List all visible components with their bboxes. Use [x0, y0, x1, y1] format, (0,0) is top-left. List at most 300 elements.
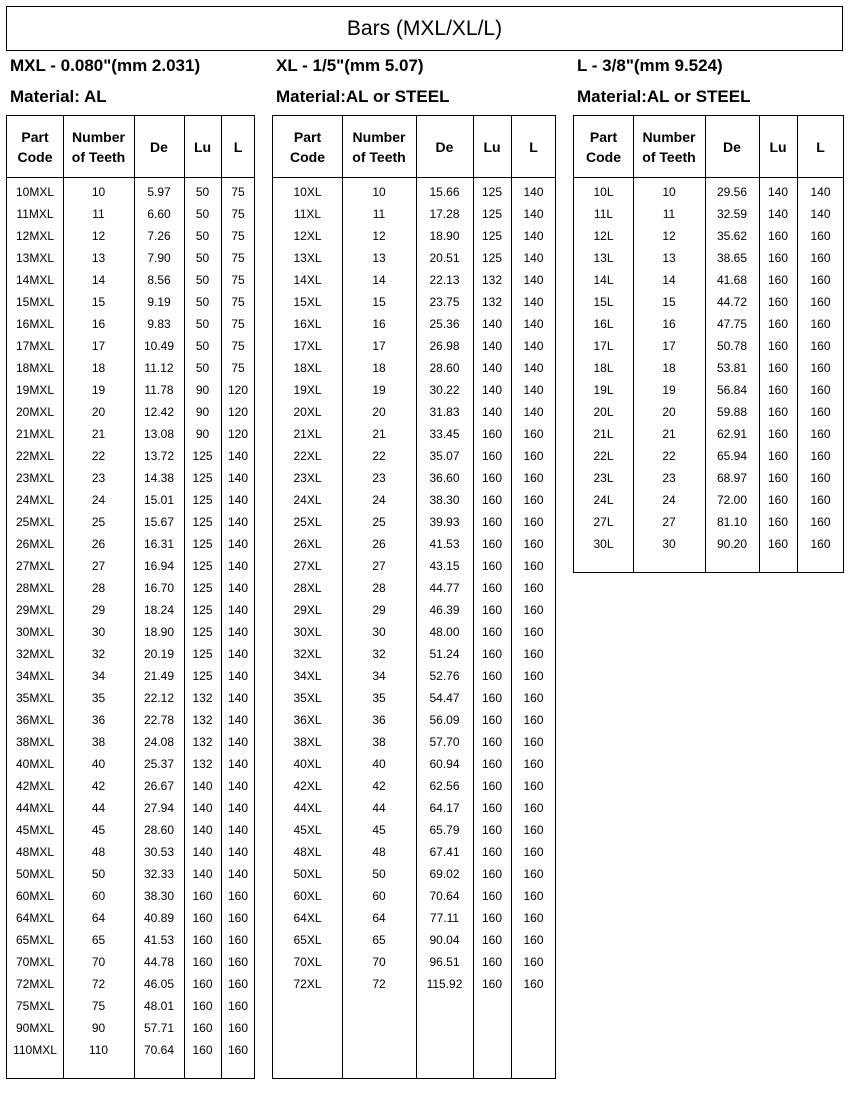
cell-de: 14.38 — [143, 471, 175, 485]
cell-de: 48.00 — [429, 625, 460, 639]
cell-number-of-teeth: 75 — [91, 999, 106, 1013]
cell-number-of-teeth: 64 — [91, 911, 106, 925]
cell-number-of-teeth: 65 — [372, 933, 386, 947]
cell-l: 140 — [227, 867, 249, 881]
cell-number-of-teeth: 14 — [372, 273, 386, 287]
cell-lu: 140 — [481, 361, 503, 375]
table-row — [273, 599, 555, 621]
table-row — [273, 885, 555, 907]
table-row — [574, 181, 843, 203]
table-row — [273, 841, 555, 863]
cell-lu: 140 — [192, 845, 213, 859]
cell-lu: 125 — [481, 207, 503, 221]
cell-part-code: 20XL — [293, 405, 322, 419]
cell-l: 160 — [523, 889, 544, 903]
column-header-number-of-teeth: Number of Teeth — [352, 128, 406, 165]
cell-l: 140 — [227, 801, 249, 815]
cell-l: 160 — [810, 515, 831, 529]
cell-lu: 125 — [481, 229, 503, 243]
cell-lu: 160 — [767, 449, 789, 463]
cell-part-code: 32XL — [293, 647, 322, 661]
column-header-number-of-teeth: Number of Teeth — [71, 128, 126, 165]
cell-number-of-teeth: 35 — [91, 691, 106, 705]
cell-de: 64.17 — [429, 801, 460, 815]
cell-part-code: 18XL — [293, 361, 322, 375]
cell-de: 7.26 — [147, 229, 171, 243]
table-row — [7, 665, 254, 687]
cell-part-code: 15L — [593, 295, 614, 309]
table-row — [273, 313, 555, 335]
cell-l: 120 — [227, 405, 249, 419]
cell-number-of-teeth: 13 — [662, 251, 676, 265]
cell-part-code: 72MXL — [15, 977, 55, 991]
table-row — [273, 951, 555, 973]
cell-l: 160 — [810, 427, 831, 441]
cell-part-code: 21L — [593, 427, 614, 441]
table-row — [7, 269, 254, 291]
cell-de: 68.97 — [716, 471, 748, 485]
cell-l: 140 — [523, 361, 544, 375]
cell-l: 140 — [227, 559, 249, 573]
cell-number-of-teeth: 15 — [91, 295, 106, 309]
cell-number-of-teeth: 70 — [91, 955, 106, 969]
cell-de: 44.77 — [429, 581, 460, 595]
cell-number-of-teeth: 30 — [91, 625, 106, 639]
column-header-part-code: Part Code — [17, 128, 53, 165]
cell-part-code: 50XL — [293, 867, 322, 881]
cell-lu: 50 — [195, 273, 210, 287]
cell-de: 90.20 — [716, 537, 748, 551]
cell-lu: 50 — [195, 295, 210, 309]
cell-number-of-teeth: 24 — [372, 493, 386, 507]
table-row — [7, 335, 254, 357]
cell-number-of-teeth: 48 — [372, 845, 386, 859]
cell-number-of-teeth: 45 — [91, 823, 106, 837]
cell-lu: 125 — [192, 559, 213, 573]
cell-part-code: 27MXL — [15, 559, 55, 573]
cell-l: 140 — [523, 251, 544, 265]
cell-number-of-teeth: 18 — [91, 361, 106, 375]
table-row — [574, 357, 843, 379]
cell-number-of-teeth: 13 — [372, 251, 386, 265]
table-row — [574, 203, 843, 225]
table-row — [574, 533, 843, 555]
cell-l: 160 — [523, 581, 544, 595]
cell-part-code: 17XL — [293, 339, 322, 353]
column-header-lu: Lu — [483, 138, 501, 155]
table-row — [7, 995, 254, 1017]
column-header-l: L — [529, 138, 538, 155]
cell-number-of-teeth: 35 — [372, 691, 386, 705]
cell-number-of-teeth: 26 — [91, 537, 106, 551]
cell-de: 57.70 — [429, 735, 460, 749]
cell-l: 160 — [523, 713, 544, 727]
cell-de: 52.76 — [429, 669, 460, 683]
cell-number-of-teeth: 11 — [372, 207, 386, 221]
cell-l: 160 — [810, 361, 831, 375]
cell-number-of-teeth: 21 — [372, 427, 386, 441]
table-row — [7, 225, 254, 247]
cell-number-of-teeth: 13 — [91, 251, 106, 265]
cell-de: 65.94 — [716, 449, 748, 463]
cell-part-code: 11L — [593, 207, 614, 221]
cell-number-of-teeth: 26 — [372, 537, 386, 551]
cell-l: 160 — [810, 537, 831, 551]
cell-de: 26.98 — [429, 339, 460, 353]
cell-part-code: 75MXL — [15, 999, 55, 1013]
cell-number-of-teeth: 34 — [91, 669, 106, 683]
cell-de: 69.02 — [429, 867, 460, 881]
table-row — [574, 225, 843, 247]
cell-number-of-teeth: 72 — [372, 977, 386, 991]
cell-number-of-teeth: 32 — [372, 647, 386, 661]
table-row — [273, 203, 555, 225]
cell-number-of-teeth: 27 — [662, 515, 676, 529]
cell-lu: 50 — [195, 251, 210, 265]
cell-l: 160 — [523, 669, 544, 683]
cell-l: 140 — [523, 207, 544, 221]
table-row — [7, 577, 254, 599]
table-row — [7, 1017, 254, 1039]
table-row — [273, 533, 555, 555]
cell-number-of-teeth: 22 — [91, 449, 106, 463]
cell-l: 75 — [231, 317, 245, 331]
table-row — [574, 511, 843, 533]
cell-part-code: 13L — [593, 251, 614, 265]
cell-de: 23.75 — [429, 295, 460, 309]
cell-number-of-teeth: 21 — [662, 427, 676, 441]
table-row — [574, 335, 843, 357]
cell-lu: 160 — [767, 537, 789, 551]
cell-number-of-teeth: 10 — [662, 185, 676, 199]
table-row — [273, 731, 555, 753]
cell-part-code: 23MXL — [15, 471, 55, 485]
cell-l: 160 — [523, 625, 544, 639]
cell-de: 46.05 — [143, 977, 175, 991]
cell-de: 8.56 — [147, 273, 171, 287]
cell-lu: 160 — [192, 933, 213, 947]
cell-part-code: 14L — [593, 273, 614, 287]
table-row — [7, 489, 254, 511]
cell-l: 160 — [523, 955, 544, 969]
cell-part-code: 23L — [593, 471, 614, 485]
cell-l: 160 — [523, 427, 544, 441]
cell-part-code: 65MXL — [15, 933, 55, 947]
cell-number-of-teeth: 17 — [372, 339, 386, 353]
table-row — [574, 269, 843, 291]
cell-part-code: 12MXL — [15, 229, 55, 243]
cell-de: 35.62 — [716, 229, 748, 243]
table-row — [273, 225, 555, 247]
cell-de: 28.60 — [429, 361, 460, 375]
cell-de: 65.79 — [429, 823, 460, 837]
cell-de: 5.97 — [147, 185, 171, 199]
cell-lu: 50 — [195, 207, 210, 221]
cell-number-of-teeth: 25 — [91, 515, 106, 529]
cell-lu: 125 — [192, 471, 213, 485]
cell-l: 160 — [227, 933, 249, 947]
table-row — [273, 423, 555, 445]
cell-l: 160 — [227, 889, 249, 903]
cell-lu: 160 — [481, 559, 503, 573]
cell-l: 160 — [227, 911, 249, 925]
table-row — [273, 863, 555, 885]
cell-lu: 160 — [767, 251, 789, 265]
cell-part-code: 70MXL — [15, 955, 55, 969]
cell-lu: 160 — [481, 515, 503, 529]
table-row — [7, 1039, 254, 1061]
cell-part-code: 23XL — [293, 471, 322, 485]
cell-l: 120 — [227, 383, 249, 397]
cell-de: 50.78 — [716, 339, 748, 353]
cell-de: 67.41 — [429, 845, 460, 859]
cell-de: 15.67 — [143, 515, 175, 529]
cell-de: 26.67 — [143, 779, 175, 793]
table-row — [7, 401, 254, 423]
cell-l: 160 — [523, 845, 544, 859]
cell-part-code: 11XL — [293, 207, 322, 221]
cell-de: 13.08 — [143, 427, 175, 441]
cell-number-of-teeth: 27 — [372, 559, 386, 573]
cell-lu: 160 — [481, 647, 503, 661]
cell-lu: 140 — [767, 207, 789, 221]
cell-de: 81.10 — [716, 515, 748, 529]
cell-lu: 140 — [481, 339, 503, 353]
column-header-l: L — [816, 138, 825, 155]
cell-de: 36.60 — [429, 471, 460, 485]
table-row — [273, 511, 555, 533]
cell-de: 57.71 — [143, 1021, 175, 1035]
cell-de: 51.24 — [429, 647, 460, 661]
cell-number-of-teeth: 72 — [91, 977, 106, 991]
cell-lu: 160 — [481, 713, 503, 727]
material-label-xl: Material:AL or STEEL — [276, 87, 450, 106]
cell-number-of-teeth: 19 — [372, 383, 386, 397]
cell-number-of-teeth: 24 — [91, 493, 106, 507]
cell-de: 16.31 — [143, 537, 175, 551]
cell-part-code: 12XL — [293, 229, 322, 243]
column-header-de: De — [150, 138, 168, 155]
cell-l: 140 — [810, 185, 831, 199]
cell-part-code: 27XL — [293, 559, 322, 573]
cell-part-code: 28XL — [293, 581, 322, 595]
cell-l: 160 — [523, 537, 544, 551]
cell-lu: 160 — [481, 537, 503, 551]
cell-l: 160 — [227, 999, 249, 1013]
table-row — [273, 753, 555, 775]
cell-de: 32.59 — [716, 207, 748, 221]
cell-lu: 160 — [481, 493, 503, 507]
cell-de: 6.60 — [147, 207, 171, 221]
column-header-de: De — [723, 138, 741, 155]
cell-de: 25.37 — [143, 757, 175, 771]
cell-part-code: 48MXL — [15, 845, 55, 859]
cell-number-of-teeth: 29 — [372, 603, 386, 617]
table-row — [7, 973, 254, 995]
table-row — [7, 511, 254, 533]
cell-de: 44.72 — [716, 295, 748, 309]
table-row — [7, 643, 254, 665]
table-row — [7, 379, 254, 401]
cell-lu: 160 — [192, 1021, 213, 1035]
cell-number-of-teeth: 40 — [91, 757, 106, 771]
cell-number-of-teeth: 70 — [372, 955, 386, 969]
table-row — [273, 335, 555, 357]
cell-part-code: 50MXL — [15, 867, 55, 881]
table-row — [273, 665, 555, 687]
table-row — [7, 863, 254, 885]
cell-de: 40.89 — [143, 911, 175, 925]
cell-de: 38.65 — [716, 251, 748, 265]
cell-number-of-teeth: 44 — [372, 801, 386, 815]
cell-l: 160 — [523, 691, 544, 705]
cell-lu: 140 — [481, 317, 503, 331]
cell-de: 18.24 — [143, 603, 175, 617]
cell-part-code: 11MXL — [16, 207, 54, 221]
cell-l: 160 — [523, 933, 544, 947]
table-row — [7, 599, 254, 621]
table-row — [7, 291, 254, 313]
cell-lu: 160 — [767, 493, 789, 507]
cell-number-of-teeth: 45 — [372, 823, 386, 837]
cell-l: 160 — [810, 317, 831, 331]
cell-l: 140 — [810, 207, 831, 221]
cell-de: 24.08 — [143, 735, 175, 749]
table-row — [273, 577, 555, 599]
cell-de: 46.39 — [429, 603, 460, 617]
cell-de: 70.64 — [429, 889, 460, 903]
cell-part-code: 25MXL — [15, 515, 55, 529]
cell-de: 59.88 — [716, 405, 748, 419]
table-row — [7, 687, 254, 709]
table-row — [273, 291, 555, 313]
cell-l: 140 — [227, 845, 249, 859]
cell-number-of-teeth: 30 — [372, 625, 386, 639]
cell-part-code: 10L — [593, 185, 614, 199]
cell-lu: 132 — [481, 295, 503, 309]
cell-part-code: 26XL — [293, 537, 322, 551]
cell-de: 25.36 — [429, 317, 460, 331]
cell-lu: 140 — [767, 185, 789, 199]
cell-lu: 140 — [192, 801, 213, 815]
table-row — [273, 643, 555, 665]
cell-part-code: 44MXL — [15, 801, 55, 815]
cell-part-code: 30L — [593, 537, 614, 551]
cell-de: 53.81 — [716, 361, 748, 375]
cell-part-code: 18MXL — [15, 361, 55, 375]
cell-number-of-teeth: 30 — [662, 537, 676, 551]
cell-part-code: 17L — [593, 339, 614, 353]
cell-de: 44.78 — [143, 955, 175, 969]
cell-part-code: 38XL — [293, 735, 322, 749]
table-row — [273, 467, 555, 489]
cell-lu: 160 — [192, 889, 213, 903]
cell-number-of-teeth: 42 — [91, 779, 106, 793]
cell-number-of-teeth: 20 — [372, 405, 386, 419]
cell-part-code: 14MXL — [15, 273, 55, 287]
cell-number-of-teeth: 20 — [91, 405, 106, 419]
cell-part-code: 13MXL — [15, 251, 55, 265]
cell-lu: 90 — [195, 405, 210, 419]
cell-lu: 160 — [192, 1043, 213, 1057]
cell-l: 140 — [227, 493, 249, 507]
section-heading-mxl: MXL - 0.080"(mm 2.031) — [10, 56, 201, 75]
cell-de: 115.92 — [426, 977, 463, 991]
cell-lu: 125 — [481, 251, 503, 265]
table-row — [273, 929, 555, 951]
cell-number-of-teeth: 11 — [92, 207, 105, 221]
cell-l: 140 — [523, 339, 544, 353]
cell-number-of-teeth: 60 — [91, 889, 106, 903]
cell-l: 160 — [523, 647, 544, 661]
cell-lu: 125 — [192, 581, 213, 595]
cell-l: 160 — [523, 823, 544, 837]
cell-l: 160 — [810, 339, 831, 353]
cell-de: 39.93 — [429, 515, 460, 529]
cell-lu: 140 — [481, 405, 503, 419]
cell-number-of-teeth: 38 — [91, 735, 106, 749]
cell-lu: 125 — [192, 515, 213, 529]
cell-de: 54.47 — [429, 691, 460, 705]
cell-number-of-teeth: 40 — [372, 757, 386, 771]
cell-number-of-teeth: 50 — [91, 867, 106, 881]
cell-part-code: 17MXL — [15, 339, 55, 353]
table-row — [7, 555, 254, 577]
cell-number-of-teeth: 10 — [91, 185, 106, 199]
cell-part-code: 60MXL — [15, 889, 55, 903]
cell-number-of-teeth: 23 — [662, 471, 676, 485]
cell-part-code: 25XL — [293, 515, 322, 529]
cell-l: 140 — [227, 449, 249, 463]
table-row — [273, 357, 555, 379]
cell-part-code: 48XL — [293, 845, 322, 859]
cell-number-of-teeth: 23 — [372, 471, 386, 485]
cell-lu: 160 — [481, 823, 503, 837]
cell-l: 140 — [227, 471, 249, 485]
cell-part-code: 21XL — [293, 427, 322, 441]
cell-lu: 160 — [481, 889, 503, 903]
cell-part-code: 70XL — [293, 955, 322, 969]
cell-de: 20.19 — [143, 647, 175, 661]
section-heading-l: L - 3/8"(mm 9.524) — [577, 56, 723, 75]
section-heading-xl: XL - 1/5"(mm 5.07) — [276, 56, 424, 75]
cell-number-of-teeth: 64 — [372, 911, 386, 925]
cell-part-code: 19MXL — [15, 383, 55, 397]
cell-number-of-teeth: 24 — [662, 493, 676, 507]
cell-l: 160 — [523, 559, 544, 573]
table-row — [7, 467, 254, 489]
cell-number-of-teeth: 36 — [372, 713, 386, 727]
cell-number-of-teeth: 22 — [662, 449, 676, 463]
cell-part-code: 19XL — [293, 383, 322, 397]
cell-part-code: 64XL — [293, 911, 322, 925]
cell-number-of-teeth: 14 — [662, 273, 676, 287]
cell-de: 56.09 — [429, 713, 460, 727]
cell-de: 18.90 — [429, 229, 460, 243]
cell-lu: 160 — [767, 295, 789, 309]
cell-lu: 160 — [481, 867, 503, 881]
cell-lu: 160 — [481, 449, 503, 463]
cell-number-of-teeth: 44 — [91, 801, 106, 815]
table-row — [273, 269, 555, 291]
cell-number-of-teeth: 60 — [372, 889, 386, 903]
cell-lu: 160 — [481, 427, 503, 441]
table-row — [7, 885, 254, 907]
cell-l: 140 — [227, 581, 249, 595]
cell-lu: 160 — [767, 229, 789, 243]
cell-l: 160 — [523, 603, 544, 617]
cell-de: 17.28 — [429, 207, 460, 221]
